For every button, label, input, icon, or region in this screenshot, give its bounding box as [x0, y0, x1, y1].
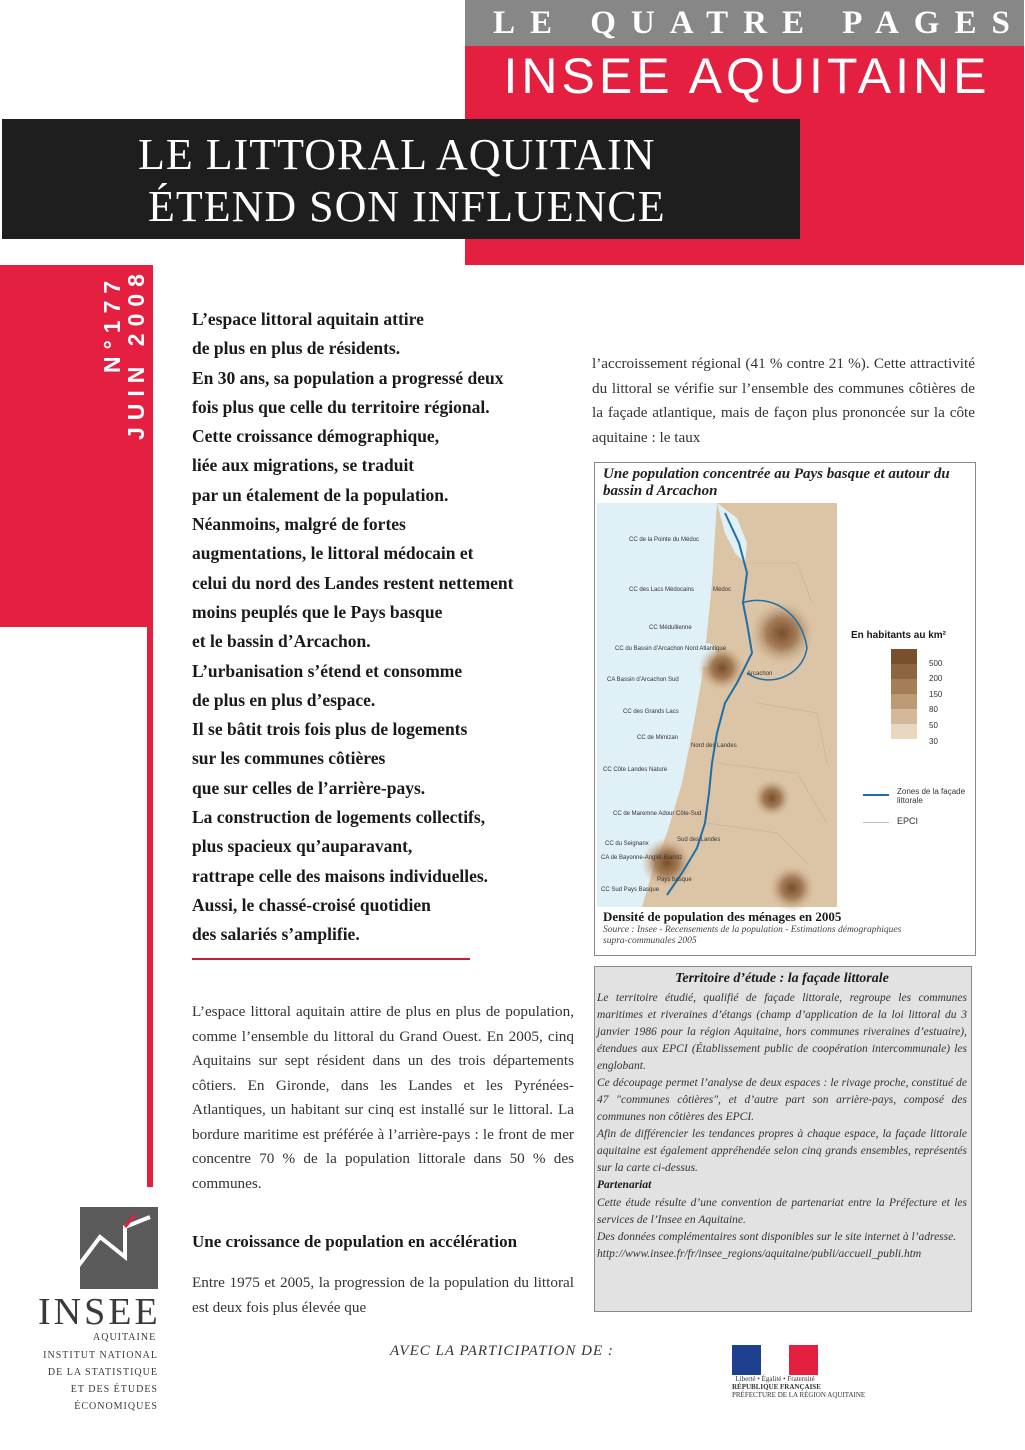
intro-line: En 30 ans, sa population a progressé deux	[192, 367, 504, 388]
density-hotspot	[768, 864, 816, 912]
map-legend-title: En habitants au km²	[851, 630, 947, 641]
map-figure	[594, 462, 976, 956]
republique-francaise-logo	[732, 1345, 866, 1403]
intro-line: Cette croissance démographique,	[192, 426, 440, 447]
map-label: CC Médullienne	[649, 625, 692, 631]
intro-line: par un étalement de la population.	[192, 484, 449, 505]
map-title: Une population concentrée au Pays basque et autour du bassin d Arcachon	[603, 466, 950, 499]
intro-line: augmentations, le littoral médocain et	[192, 543, 474, 564]
legend-value: 500	[929, 659, 943, 668]
box-url-link[interactable]: http://www.insee.fr/fr/insee_regions/aquitaine/publi/accueil_publi.htm	[597, 1248, 922, 1260]
intro-line: sur les communes côtières	[192, 748, 386, 769]
legend-zone-label: Zones de la façade littorale	[897, 787, 966, 805]
legend-value: 30	[929, 737, 938, 746]
intro-line: celui du nord des Landes restent nettement	[192, 572, 514, 593]
density-hotspot	[752, 778, 792, 818]
map-label: CC du Bassin d’Arcachon Nord Atlantique	[615, 646, 727, 652]
map-label: CC de Mimizan	[637, 735, 679, 741]
map-label: Médoc	[713, 587, 732, 593]
study-area-box	[594, 966, 972, 1312]
map-label: CC du Seignanx	[605, 841, 649, 847]
side-red-rule	[147, 627, 153, 1187]
body-paragraph-2: Entre 1975 et 2005, la progression de la population du littoral est deux fois plus élevée que	[192, 1274, 574, 1316]
insee-region: AQUITAINE	[93, 1332, 157, 1343]
intro-divider	[192, 958, 470, 960]
intro-line: La construction de logements collectifs,	[192, 807, 486, 828]
legend-value: 150	[929, 690, 943, 699]
legend-epci-line	[863, 822, 889, 823]
page-title-line-2: ÉTEND SON INFLUENCE	[148, 182, 666, 231]
legend-epci-label: EPCI	[897, 816, 919, 826]
map-label: CC des Lacs Médocains	[629, 587, 695, 593]
box-title: Territoire d’étude : la façade littorale	[675, 971, 889, 986]
density-hotspot	[748, 599, 816, 667]
rf-name: RÉPUBLIQUE FRANÇAISE	[732, 1383, 821, 1391]
issue-date: JUIN 2008	[123, 267, 149, 440]
insee-logo	[80, 1207, 158, 1289]
insee-subtitle-line: DE LA STATISTIQUE	[47, 1367, 158, 1378]
intro-line: L’urbanisation s’étend et consomme	[192, 660, 463, 681]
map-label: CA de Bayonne-Anglet-Biarritz	[601, 855, 683, 861]
section-heading: Une croissance de population en accélération	[192, 1232, 518, 1251]
rf-motto: Liberté • Égalité • Fraternité	[735, 1375, 815, 1383]
insee-subtitle-line: ÉCONOMIQUES	[74, 1401, 158, 1412]
intro-line: moins peuplés que le Pays basque	[192, 601, 443, 622]
page-title-line-1: LE LITTORAL AQUITAIN	[138, 130, 656, 179]
box-paragraph: Des données complémentaires sont disponibles sur le site internet à l’adresse.	[597, 1231, 957, 1243]
flag-icon	[732, 1345, 818, 1375]
intro-line: Aussi, le chassé-croisé quotidien	[192, 894, 431, 915]
participation-label: AVEC LA PARTICIPATION DE :	[390, 1343, 614, 1359]
legend-value: 200	[929, 674, 943, 683]
legend-value: 80	[929, 705, 938, 714]
insee-wordmark: INSEE	[38, 1291, 161, 1333]
series-banner: LE QUATRE PAGES	[465, 0, 1024, 46]
insee-logo-mark	[80, 1207, 158, 1289]
map-label: CC Côte Landes Nature	[603, 767, 668, 773]
intro-line: plus spacieux qu’auparavant,	[192, 836, 413, 857]
insee-subtitle-line: INSTITUT NATIONAL	[43, 1350, 158, 1361]
intro-line: que sur celles de l’arrière-pays.	[192, 777, 426, 798]
map-label: Sud des Landes	[677, 837, 721, 843]
body-paragraph-right: l’accroissement régional (41 % contre 21 %). Cette attractivité du littoral se vérifie sur l’ensemble des communes côtières de la façade atlantique, mais de façon plus prononcée sur la côte aquitaine : le taux	[592, 355, 975, 446]
intro-line: de plus en plus d’espace.	[192, 689, 376, 710]
map-label: Arcachon	[747, 671, 773, 677]
rf-subtitle: PRÉFECTURE DE LA RÉGION AQUITAINE	[732, 1391, 866, 1399]
map-label: CC de Maremne Adour Côte-Sud	[613, 811, 702, 817]
map-source: Source : Insee - Recensements de la population - Estimations démographiques supra-communales 2005	[603, 925, 902, 946]
box-paragraph: Ce découpage permet l’analyse de deux espaces : le rivage proche, constitué de 47 "communes côtières", et d’autre part son arrière-pays, composé des communes non côtières des EPCI.	[597, 1077, 967, 1123]
intro-line: L’espace littoral aquitain attire	[192, 309, 424, 329]
map-legend-scale	[891, 649, 917, 754]
box-subtitle: Partenariat	[597, 1179, 652, 1191]
insee-subtitle-line: ET DES ÉTUDES	[70, 1384, 158, 1395]
box-paragraph: Cette étude résulte d’une convention de partenariat entre la Préfecture et les services de l’Insee en Aquitaine.	[597, 1197, 967, 1226]
map-label: CC de la Pointe du Médoc	[629, 537, 700, 543]
legend-swatch	[891, 679, 917, 694]
legend-swatch	[891, 724, 917, 739]
intro-line: Néanmoins, malgré de fortes	[192, 514, 406, 535]
intro-line: Il se bâtit trois fois plus de logements	[192, 719, 468, 740]
density-map	[597, 503, 837, 907]
intro-line: rattrape celle des maisons individuelles.	[192, 865, 489, 886]
map-label: CA Bassin d’Arcachon Sud	[607, 677, 679, 683]
issue-number: N°177	[99, 273, 125, 373]
intro-line: liée aux migrations, se traduit	[192, 455, 415, 476]
intro-summary	[192, 305, 577, 950]
legend-swatch	[891, 649, 917, 664]
legend-swatch	[891, 709, 917, 724]
legend-zone-line	[863, 794, 889, 796]
legend-swatch	[891, 664, 917, 679]
map-label: Pays basque	[657, 877, 692, 883]
publisher-title: INSEE AQUITAINE	[503, 48, 991, 104]
map-caption: Densité de population des ménages en 2005	[603, 909, 842, 924]
intro-line: et le bassin d’Arcachon.	[192, 631, 371, 652]
intro-line: de plus en plus de résidents.	[192, 338, 401, 359]
title-box	[2, 119, 800, 239]
body-paragraph-1: L’espace littoral aquitain attire de plus en plus de population, comme l’ensemble du littoral du Grand Ouest. En 2005, cinq Aquitains sur sept résident dans un des trois départements côtiers. En Gironde, dans les Landes et les Pyrénées-Atlantiques, un habitant sur cinq est installé sur le littoral. La bordure maritime est préférée à l’arrière-pays : le front de mer concentre 70 % de la population littorale dans 50 % des communes.	[192, 1003, 574, 1192]
map-label: Nord des Landes	[691, 743, 737, 749]
map-label: CC Sud Pays Basque	[601, 887, 660, 893]
intro-line: fois plus que celle du territoire régional.	[192, 396, 490, 417]
box-paragraph: Le territoire étudié, qualifié de façade littorale, regroupe les communes maritimes et riveraines d’étangs (champ d’application de la loi littoral du 3 janvier 1986 pour la région Aquitaine, hors communes riveraines d’estuaire), étendues aux EPCI (Établissement public de coopération intercommunale) les englobant.	[597, 992, 967, 1072]
legend-swatch	[891, 694, 917, 709]
intro-line: des salariés s’amplifie.	[192, 924, 360, 945]
map-label: CC des Grands Lacs	[623, 709, 679, 715]
box-paragraph: Afin de différencier les tendances propres à chaque espace, la façade littorale aquitaine est également appréhendée selon cinq grands ensembles, représentés sur la carte ci-dessus.	[597, 1128, 967, 1174]
legend-value: 50	[929, 721, 938, 730]
